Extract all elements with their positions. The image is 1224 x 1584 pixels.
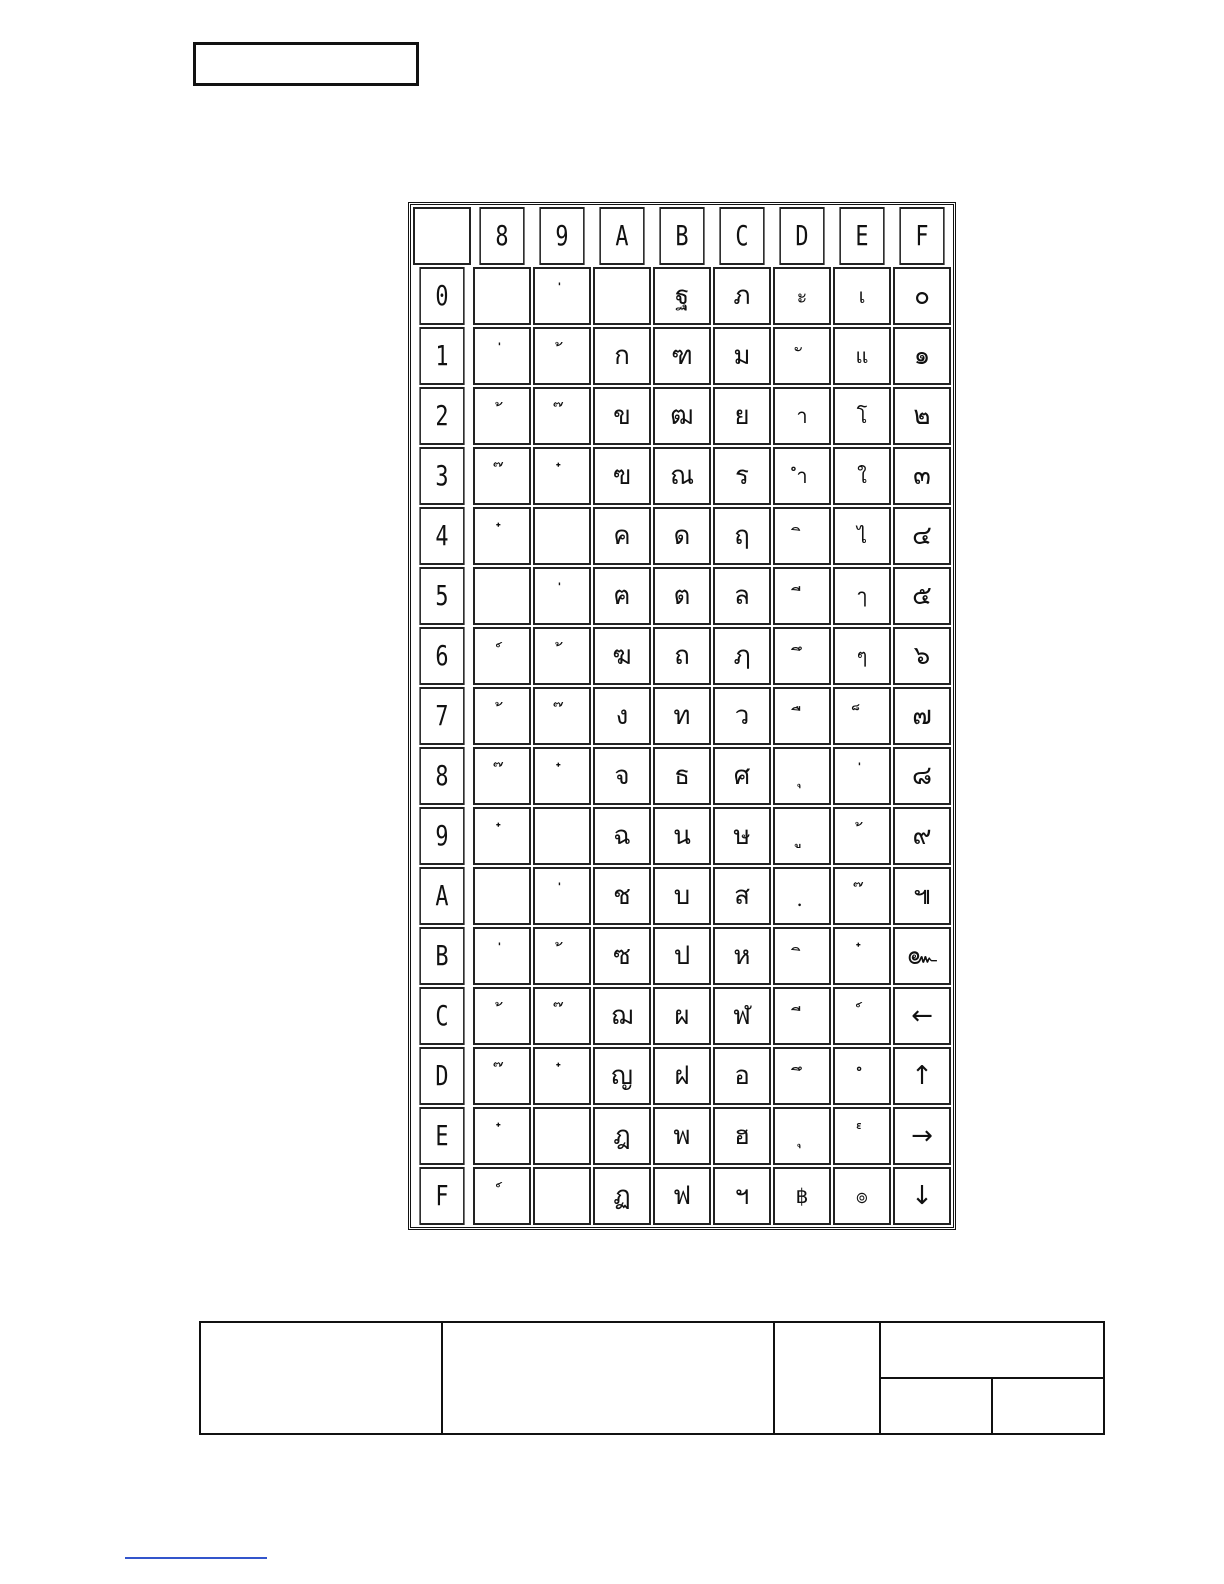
character-cell: ฟ xyxy=(653,1167,711,1225)
character-cell: ธ xyxy=(653,747,711,805)
character-cell xyxy=(473,327,531,385)
character-cell xyxy=(533,687,591,745)
table-row xyxy=(413,687,951,745)
character-cell: ร xyxy=(713,447,771,505)
character-cell: ๏ xyxy=(833,1167,891,1225)
character-cell: ณ xyxy=(653,447,711,505)
character-cell: ช xyxy=(593,867,651,925)
character-cell xyxy=(473,687,531,745)
character-cell: โ xyxy=(833,387,891,445)
character-cell: ๐ xyxy=(893,267,951,325)
character-cell: อ xyxy=(713,1047,771,1105)
table-row xyxy=(413,867,951,925)
character-cell: ← xyxy=(893,987,951,1045)
character-cell: ๑ xyxy=(893,327,951,385)
character-cell xyxy=(773,807,831,865)
character-cell xyxy=(473,447,531,505)
character-cell xyxy=(593,267,651,325)
character-cell: ำ xyxy=(773,447,831,505)
header-box xyxy=(193,42,419,86)
character-cell: ด xyxy=(653,507,711,565)
table-row xyxy=(413,567,951,625)
character-cell: ฑ xyxy=(653,327,711,385)
character-cell: ห xyxy=(713,927,771,985)
code-table-body xyxy=(413,207,951,1225)
character-cell xyxy=(473,627,531,685)
character-cell: ฃ xyxy=(593,447,651,505)
character-cell xyxy=(773,987,831,1045)
row-header: C xyxy=(419,987,464,1045)
header-row xyxy=(413,207,951,265)
row-header: A xyxy=(419,867,464,925)
character-cell: า xyxy=(773,387,831,445)
column-header: B xyxy=(659,207,704,265)
character-cell xyxy=(533,927,591,985)
character-code-table xyxy=(408,202,956,1230)
row-header: E xyxy=(419,1107,464,1165)
character-cell xyxy=(473,807,531,865)
row-header: 8 xyxy=(419,747,464,805)
character-cell xyxy=(773,567,831,625)
column-header: E xyxy=(839,207,884,265)
row-header: 3 xyxy=(419,447,464,505)
character-cell: ๆ xyxy=(833,627,891,685)
character-cell: แ xyxy=(833,327,891,385)
character-cell: ญ xyxy=(593,1047,651,1105)
character-cell: ฦ xyxy=(713,627,771,685)
character-cell: ผ xyxy=(653,987,711,1045)
character-cell: น xyxy=(653,807,711,865)
column-header: 9 xyxy=(539,207,584,265)
character-cell: ๕ xyxy=(893,567,951,625)
character-cell: ม xyxy=(713,327,771,385)
character-cell: ๒ xyxy=(893,387,951,445)
character-cell: ย xyxy=(713,387,771,445)
character-cell: ถ xyxy=(653,627,711,685)
title-block xyxy=(199,1321,1105,1435)
table-row xyxy=(413,387,951,445)
row-header: F xyxy=(419,1167,464,1225)
character-cell: ๚ xyxy=(893,867,951,925)
character-cell: ส xyxy=(713,867,771,925)
table-row xyxy=(413,1167,951,1225)
character-cell xyxy=(533,567,591,625)
character-cell xyxy=(833,807,891,865)
character-cell xyxy=(773,747,831,805)
character-cell: ฬ xyxy=(713,987,771,1045)
character-cell xyxy=(533,327,591,385)
row-header: 6 xyxy=(419,627,464,685)
character-cell: ฯ xyxy=(713,1167,771,1225)
title-block-cell xyxy=(880,1378,992,1434)
character-cell: ะ xyxy=(773,267,831,325)
character-cell xyxy=(533,747,591,805)
character-cell xyxy=(533,627,591,685)
character-cell xyxy=(473,987,531,1045)
character-cell xyxy=(473,567,531,625)
row-header: 2 xyxy=(419,387,464,445)
character-cell: ต xyxy=(653,567,711,625)
character-cell xyxy=(833,1107,891,1165)
footer-link-line xyxy=(125,1557,267,1559)
character-cell xyxy=(533,867,591,925)
character-cell xyxy=(773,1047,831,1105)
corner-cell xyxy=(413,207,471,265)
character-cell: ล xyxy=(713,567,771,625)
character-cell: ศ xyxy=(713,747,771,805)
character-cell xyxy=(773,327,831,385)
character-cell xyxy=(533,447,591,505)
column-header: F xyxy=(899,207,944,265)
character-cell: ↑ xyxy=(893,1047,951,1105)
table-row xyxy=(413,627,951,685)
character-cell: ข xyxy=(593,387,651,445)
title-block-cell xyxy=(880,1322,1104,1378)
character-cell xyxy=(473,927,531,985)
character-cell: ๗ xyxy=(893,687,951,745)
table-row xyxy=(413,267,951,325)
column-header: D xyxy=(779,207,824,265)
table-row xyxy=(413,1047,951,1105)
character-cell xyxy=(773,927,831,985)
character-cell: ค xyxy=(593,507,651,565)
title-block-cell xyxy=(992,1378,1104,1434)
character-cell xyxy=(473,1167,531,1225)
character-cell: ภ xyxy=(713,267,771,325)
character-cell: ฤ xyxy=(713,507,771,565)
character-cell: ท xyxy=(653,687,711,745)
row-header: 5 xyxy=(419,567,464,625)
character-cell xyxy=(773,627,831,685)
table-row xyxy=(413,807,951,865)
character-cell: ฉ xyxy=(593,807,651,865)
character-cell xyxy=(833,1047,891,1105)
row-header: 4 xyxy=(419,507,464,565)
table-row xyxy=(413,927,951,985)
character-cell xyxy=(473,867,531,925)
character-cell xyxy=(533,987,591,1045)
table-row xyxy=(413,747,951,805)
character-cell: ฮ xyxy=(713,1107,771,1165)
character-cell: ฅ xyxy=(593,567,651,625)
row-header: 7 xyxy=(419,687,464,745)
character-cell: บ xyxy=(653,867,711,925)
character-cell xyxy=(473,507,531,565)
character-cell xyxy=(533,507,591,565)
character-cell: ซ xyxy=(593,927,651,985)
title-block-cell xyxy=(200,1322,442,1434)
character-cell: ว xyxy=(713,687,771,745)
character-cell: ฒ xyxy=(653,387,711,445)
character-cell xyxy=(833,987,891,1045)
column-header: C xyxy=(719,207,764,265)
character-cell: ฌ xyxy=(593,987,651,1045)
column-header: 8 xyxy=(479,207,524,265)
character-cell: ป xyxy=(653,927,711,985)
character-cell: ฏ xyxy=(593,1167,651,1225)
table-row xyxy=(413,507,951,565)
character-cell: ๅ xyxy=(833,567,891,625)
row-header: 9 xyxy=(419,807,464,865)
character-cell xyxy=(773,687,831,745)
character-cell xyxy=(473,387,531,445)
table-row xyxy=(413,1107,951,1165)
character-cell: ฐ xyxy=(653,267,711,325)
character-cell xyxy=(833,747,891,805)
character-cell xyxy=(773,867,831,925)
character-cell xyxy=(833,927,891,985)
character-cell xyxy=(533,1107,591,1165)
character-cell: ↓ xyxy=(893,1167,951,1225)
character-cell: ๛ xyxy=(893,927,951,985)
character-cell: จ xyxy=(593,747,651,805)
title-block-cell xyxy=(774,1322,880,1434)
character-cell xyxy=(833,687,891,745)
character-cell: ๙ xyxy=(893,807,951,865)
title-block-cell xyxy=(442,1322,774,1434)
row-header: 1 xyxy=(419,327,464,385)
character-cell: ฎ xyxy=(593,1107,651,1165)
character-cell xyxy=(533,387,591,445)
table-row xyxy=(413,447,951,505)
character-cell: ง xyxy=(593,687,651,745)
character-cell: พ xyxy=(653,1107,711,1165)
character-cell xyxy=(473,267,531,325)
row-header: D xyxy=(419,1047,464,1105)
character-cell xyxy=(773,507,831,565)
character-cell xyxy=(833,867,891,925)
character-cell xyxy=(473,747,531,805)
row-header: 0 xyxy=(419,267,464,325)
character-cell: ฿ xyxy=(773,1167,831,1225)
character-cell: ก xyxy=(593,327,651,385)
character-cell: ๖ xyxy=(893,627,951,685)
row-header: B xyxy=(419,927,464,985)
character-cell: ฆ xyxy=(593,627,651,685)
table-row xyxy=(413,327,951,385)
character-cell: ๔ xyxy=(893,507,951,565)
character-cell xyxy=(533,807,591,865)
character-cell: ใ xyxy=(833,447,891,505)
character-cell xyxy=(533,1047,591,1105)
character-cell: ฝ xyxy=(653,1047,711,1105)
character-cell: เ xyxy=(833,267,891,325)
character-cell xyxy=(473,1047,531,1105)
table-row xyxy=(413,987,951,1045)
character-cell xyxy=(533,267,591,325)
character-cell: ๓ xyxy=(893,447,951,505)
character-cell xyxy=(533,1167,591,1225)
character-cell xyxy=(473,1107,531,1165)
character-cell xyxy=(773,1107,831,1165)
character-cell: ๘ xyxy=(893,747,951,805)
character-cell: ไ xyxy=(833,507,891,565)
column-header: A xyxy=(599,207,644,265)
character-cell: ษ xyxy=(713,807,771,865)
character-cell: → xyxy=(893,1107,951,1165)
